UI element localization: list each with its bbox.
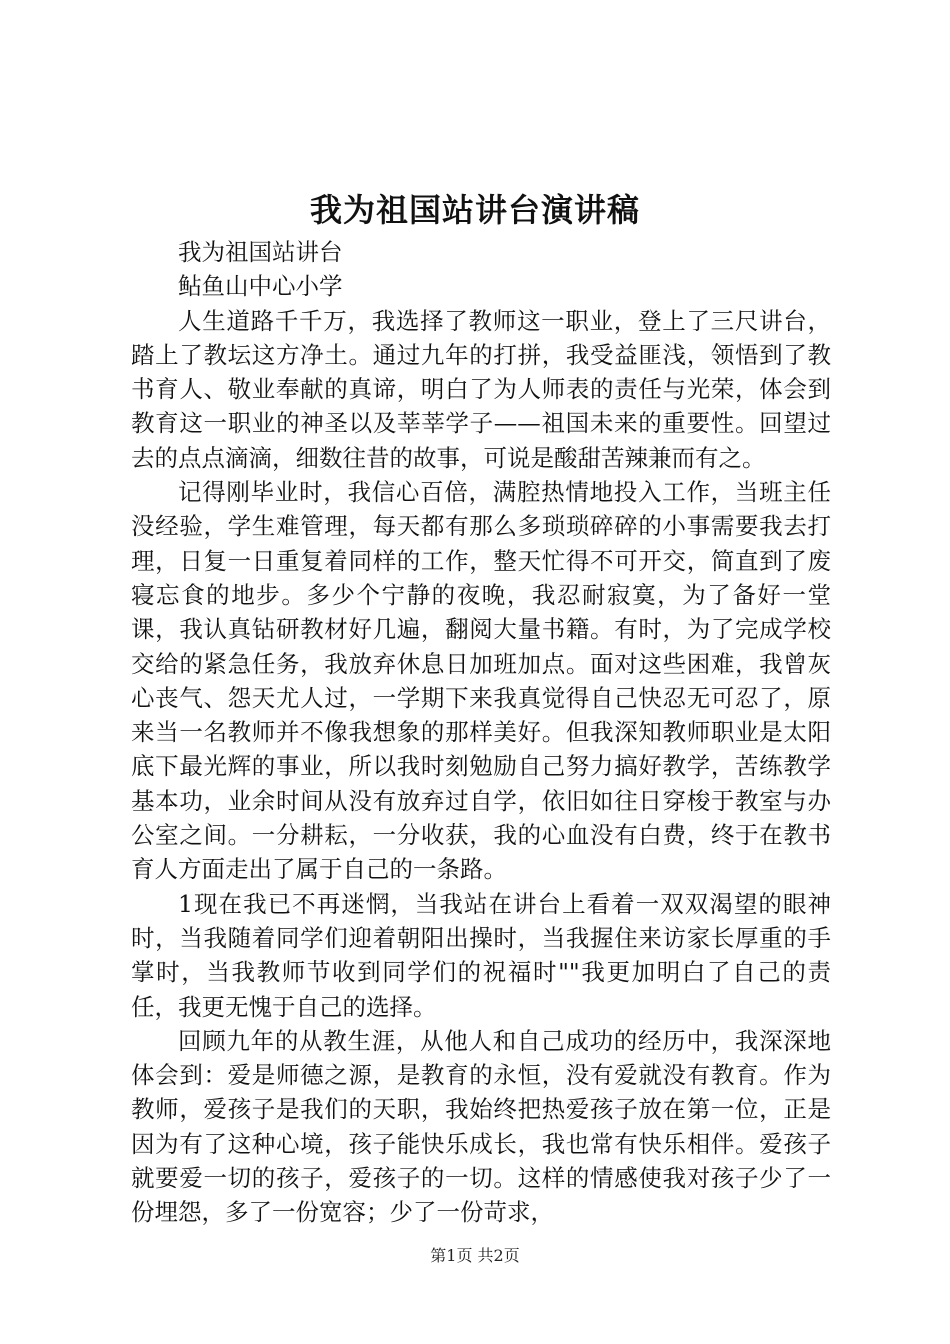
- paragraph: 记得刚毕业时，我信心百倍，满腔热情地投入工作，当班主任没经验，学生难管理，每天都有那么多琐琐碎碎的小事需要我去打理，日复一日重复着同样的工作，整天忙得不可开交，简直到了废寝忘食的地步。多少个宁静的夜晚，我忍耐寂寞，为了备好一堂课，我认真钻研教材好几遍，翻阅大量书籍。有时，为了完成学校交给的紧急任务，我放弃休息日加班加点。面对这些困难，我曾灰心丧气、怨天尤人过，一学期下来我真觉得自己快忍无可忍了，原来当一名教师并不像我想象的那样美好。但我深知教师职业是太阳底下最光辉的事业，所以我时刻勉励自己努力搞好教学，苦练教学基本功，业余时间从没有放弃过自学，依旧如往日穿梭于教室与办公室之间。一分耕耘，一分收获，我的心血没有白费，终于在教书育人方面走出了属于自己的一条路。: [131, 478, 831, 884]
- document-body: [131, 235, 831, 1230]
- paragraph-subtitle: 我为祖国站讲台: [178, 238, 343, 266]
- paragraph: 回顾九年的从教生涯，从他人和自己成功的经历中，我深深地体会到：爱是师德之源，是教育的永恒，没有爱就没有教育。作为教师，爱孩子是我们的天职，我始终把热爱孩子放在第一位，正是因为有了这种心境，孩子能快乐成长，我也常有快乐相伴。爱孩子就要爱一切的孩子，爱孩子的一切。这样的情感使我对孩子少了一份埋怨，多了一份宽容；少了一份苛求，: [131, 1026, 831, 1227]
- paragraph-school: 鲇鱼山中心小学: [178, 272, 343, 301]
- paragraph: 1现在我已不再迷惘，当我站在讲台上看着一双双渴望的眼神时，当我随着同学们迎着朝阳出操时，当我握住来访家长厚重的手掌时，当我教师节收到同学们的祝福时""我更加明白了自己的责任，我更无愧于自己的选择。: [131, 889, 831, 1021]
- paragraph: 人生道路千千万，我选择了教师这一职业，登上了三尺讲台，踏上了教坛这方净土。通过九年的打拼，我受益匪浅，领悟到了教书育人、敬业奉献的真谛，明白了为人师表的责任与光荣，体会到教育这一职业的神圣以及莘莘学子——祖国未来的重要性。回望过去的点点滴滴，细数往昔的故事，可说是酸甜苦辣兼而有之。: [131, 306, 831, 472]
- document-title: 我为祖国站讲台演讲稿: [309, 191, 640, 229]
- page-footer: 第1页 共2页: [430, 1246, 520, 1265]
